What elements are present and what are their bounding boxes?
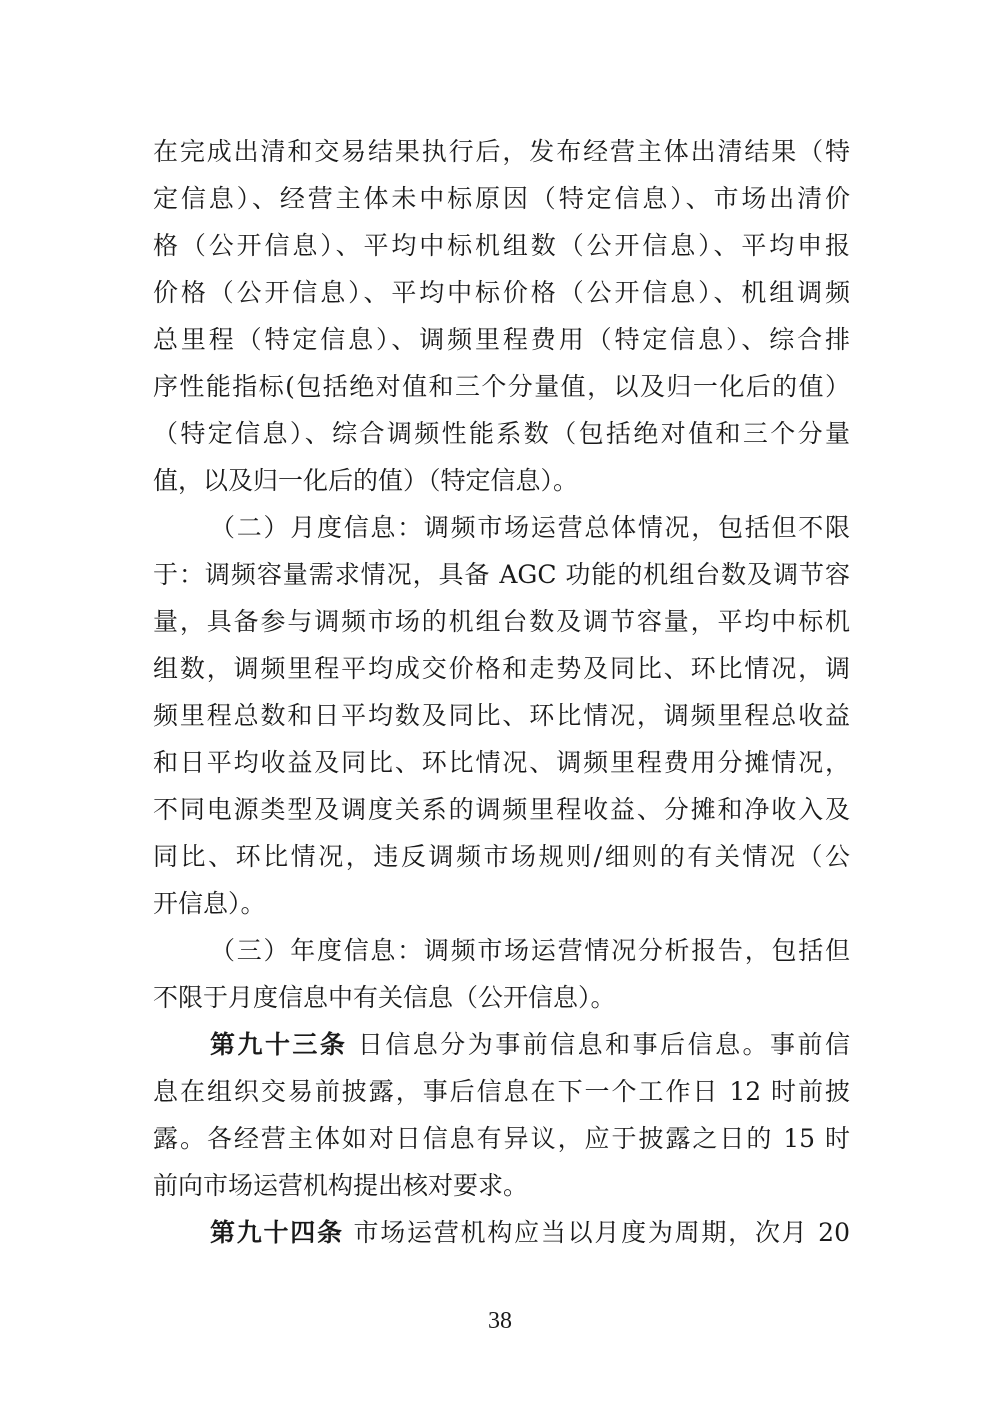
article-93-heading: 第九十三条	[210, 1030, 348, 1059]
text-line: 量，具备参与调频市场的机组台数及调节容量，平均中标机	[153, 607, 850, 636]
text-line: 定信息）、经营主体未中标原因（特定信息）、市场出清价	[153, 184, 850, 213]
article-94-heading: 第九十四条	[210, 1218, 344, 1247]
text-line: （特定信息）、综合调频性能系数（包括绝对值和三个分量	[153, 419, 850, 448]
text-line: 息在组织交易前披露，事后信息在下一个工作日 12 时前披	[153, 1077, 850, 1106]
text-line: 在完成出清和交易结果执行后，发布经营主体出清结果（特	[153, 137, 850, 166]
text-line: 同比、环比情况，违反调频市场规则/细则的有关情况（公	[153, 842, 850, 871]
text-line: 前向市场运营机构提出核对要求。	[153, 1171, 529, 1200]
text-line: 总里程（特定信息）、调频里程费用（特定信息）、综合排	[153, 325, 850, 354]
text-line: 值，以及归一化后的值）（特定信息）。	[153, 466, 579, 495]
text-line: （三）年度信息：调频市场运营情况分析报告，包括但	[210, 936, 850, 965]
article-94-text: 市场运营机构应当以月度为周期，次月 20	[353, 1218, 850, 1247]
text-line: 序性能指标(包括绝对值和三个分量值，以及归一化后的值）	[153, 372, 850, 401]
text-line: 于：调频容量需求情况，具备 AGC 功能的机组台数及调节容	[153, 560, 850, 589]
text-line: 组数，调频里程平均成交价格和走势及同比、环比情况，调	[153, 654, 850, 683]
text-line: 不限于月度信息中有关信息（公开信息）。	[153, 983, 616, 1012]
text-line: 价格（公开信息）、平均中标价格（公开信息）、机组调频	[153, 278, 850, 307]
text-line: （二）月度信息：调频市场运营总体情况，包括但不限	[210, 513, 850, 542]
text-line: 不同电源类型及调度关系的调频里程收益、分摊和净收入及	[153, 795, 850, 824]
text-line: 格（公开信息）、平均中标机组数（公开信息）、平均申报	[153, 231, 850, 260]
article-93-text: 日信息分为事前信息和事后信息。事前信	[357, 1030, 850, 1059]
text-line: 开信息）。	[153, 889, 266, 918]
page-number: 38	[488, 1308, 512, 1334]
text-line: 露。各经营主体如对日信息有异议，应于披露之日的 15 时	[153, 1124, 850, 1153]
text-line: 频里程总数和日平均数及同比、环比情况，调频里程总收益	[153, 701, 850, 730]
document-body	[153, 128, 850, 1256]
text-line: 和日平均收益及同比、环比情况、调频里程费用分摊情况，	[153, 748, 850, 777]
article-94-line	[153, 1209, 850, 1256]
article-93-line	[153, 1021, 850, 1068]
